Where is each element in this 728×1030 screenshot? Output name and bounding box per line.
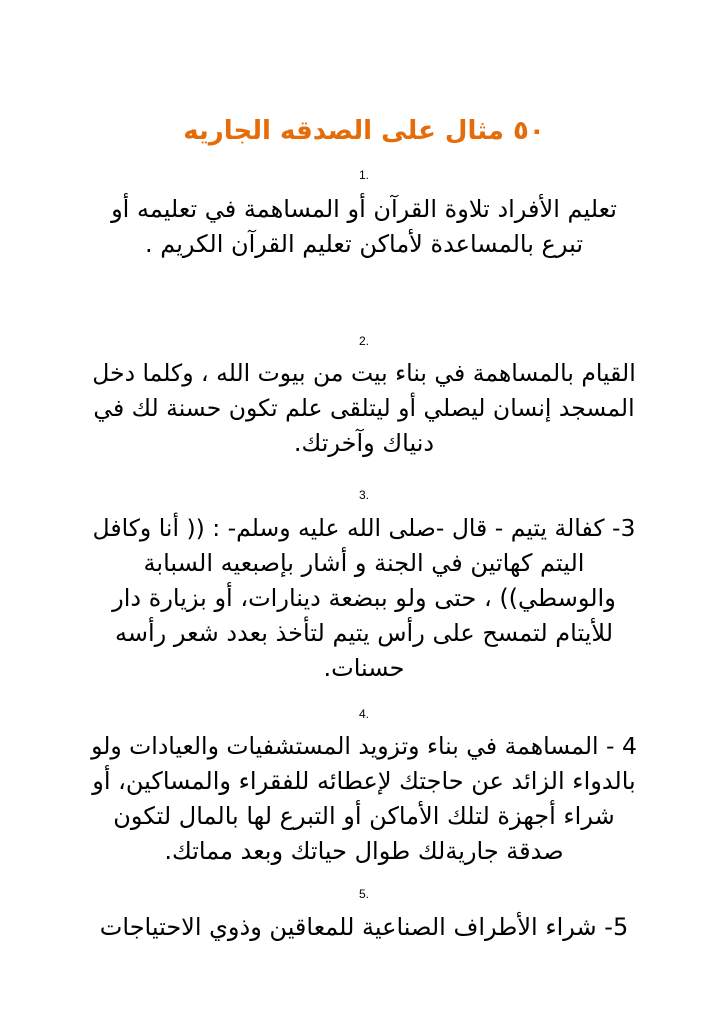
- paragraph-line: صدقة جاريةلك طوال حياتك وبعد مماتك.: [164, 837, 564, 865]
- paragraph-line: اليتم كهاتين في الجنة و أشار بإصبعيه السبابة: [143, 549, 585, 577]
- section-paragraph-5: [90, 910, 638, 945]
- section-paragraph-3: [90, 511, 638, 686]
- section-number-3: 3.: [358, 488, 369, 502]
- paragraph-line: 4 - المساهمة في بناء وتزويد المستشفيات والعيادات ولو: [91, 732, 637, 760]
- paragraph-line: حسنات.: [323, 654, 405, 682]
- paragraph-line: شراء أجهزة لتلك الأماكن أو التبرع لها بالمال لتكون: [113, 802, 615, 830]
- paragraph-line: تعليم الأفراد تلاوة القرآن أو المساهمة في تعليمه أو: [111, 195, 617, 223]
- section-number-2: 2.: [358, 334, 369, 348]
- paragraph-line: القيام بالمساهمة في بناء بيت من بيوت الله ، وكلما دخل: [92, 359, 636, 387]
- section-paragraph-4: [90, 729, 638, 869]
- section-paragraph-1: [92, 192, 636, 262]
- paragraph-line: المسجد إنسان ليصلي أو ليتلقى علم تكون حسنة لك في: [93, 394, 635, 422]
- page-title: ٥٠ مثال على الصدقه الجاريه: [183, 116, 545, 146]
- paragraph-line: للأيتام لتمسح على رأس يتيم لتأخذ بعدد شعر رأسه: [114, 619, 614, 647]
- paragraph-line: بالدواء الزائد عن حاجتك لإعطائه للفقراء والمساكين، أو: [92, 767, 636, 795]
- paragraph-line: تبرع بالمساعدة لأماكن تعليم القرآن الكريم .: [144, 230, 584, 258]
- section-number-5: 5.: [358, 887, 369, 901]
- paragraph-line: 5- شراء الأطراف الصناعية للمعاقين وذوي الاحتياجات: [99, 913, 629, 941]
- paragraph-line: والوسطي)) ، حتى ولو ببضعة دينارات، أو بزيارة دار: [112, 584, 616, 612]
- paragraph-line: دنياك وآخرتك.: [293, 429, 435, 457]
- section-number-1: 1.: [358, 168, 369, 182]
- section-paragraph-2: [90, 356, 638, 461]
- section-number-4: 4.: [358, 707, 369, 721]
- paragraph-line: 3- كفالة يتيم - قال -صلى الله عليه وسلم- : (( أنا وكافل: [92, 514, 636, 542]
